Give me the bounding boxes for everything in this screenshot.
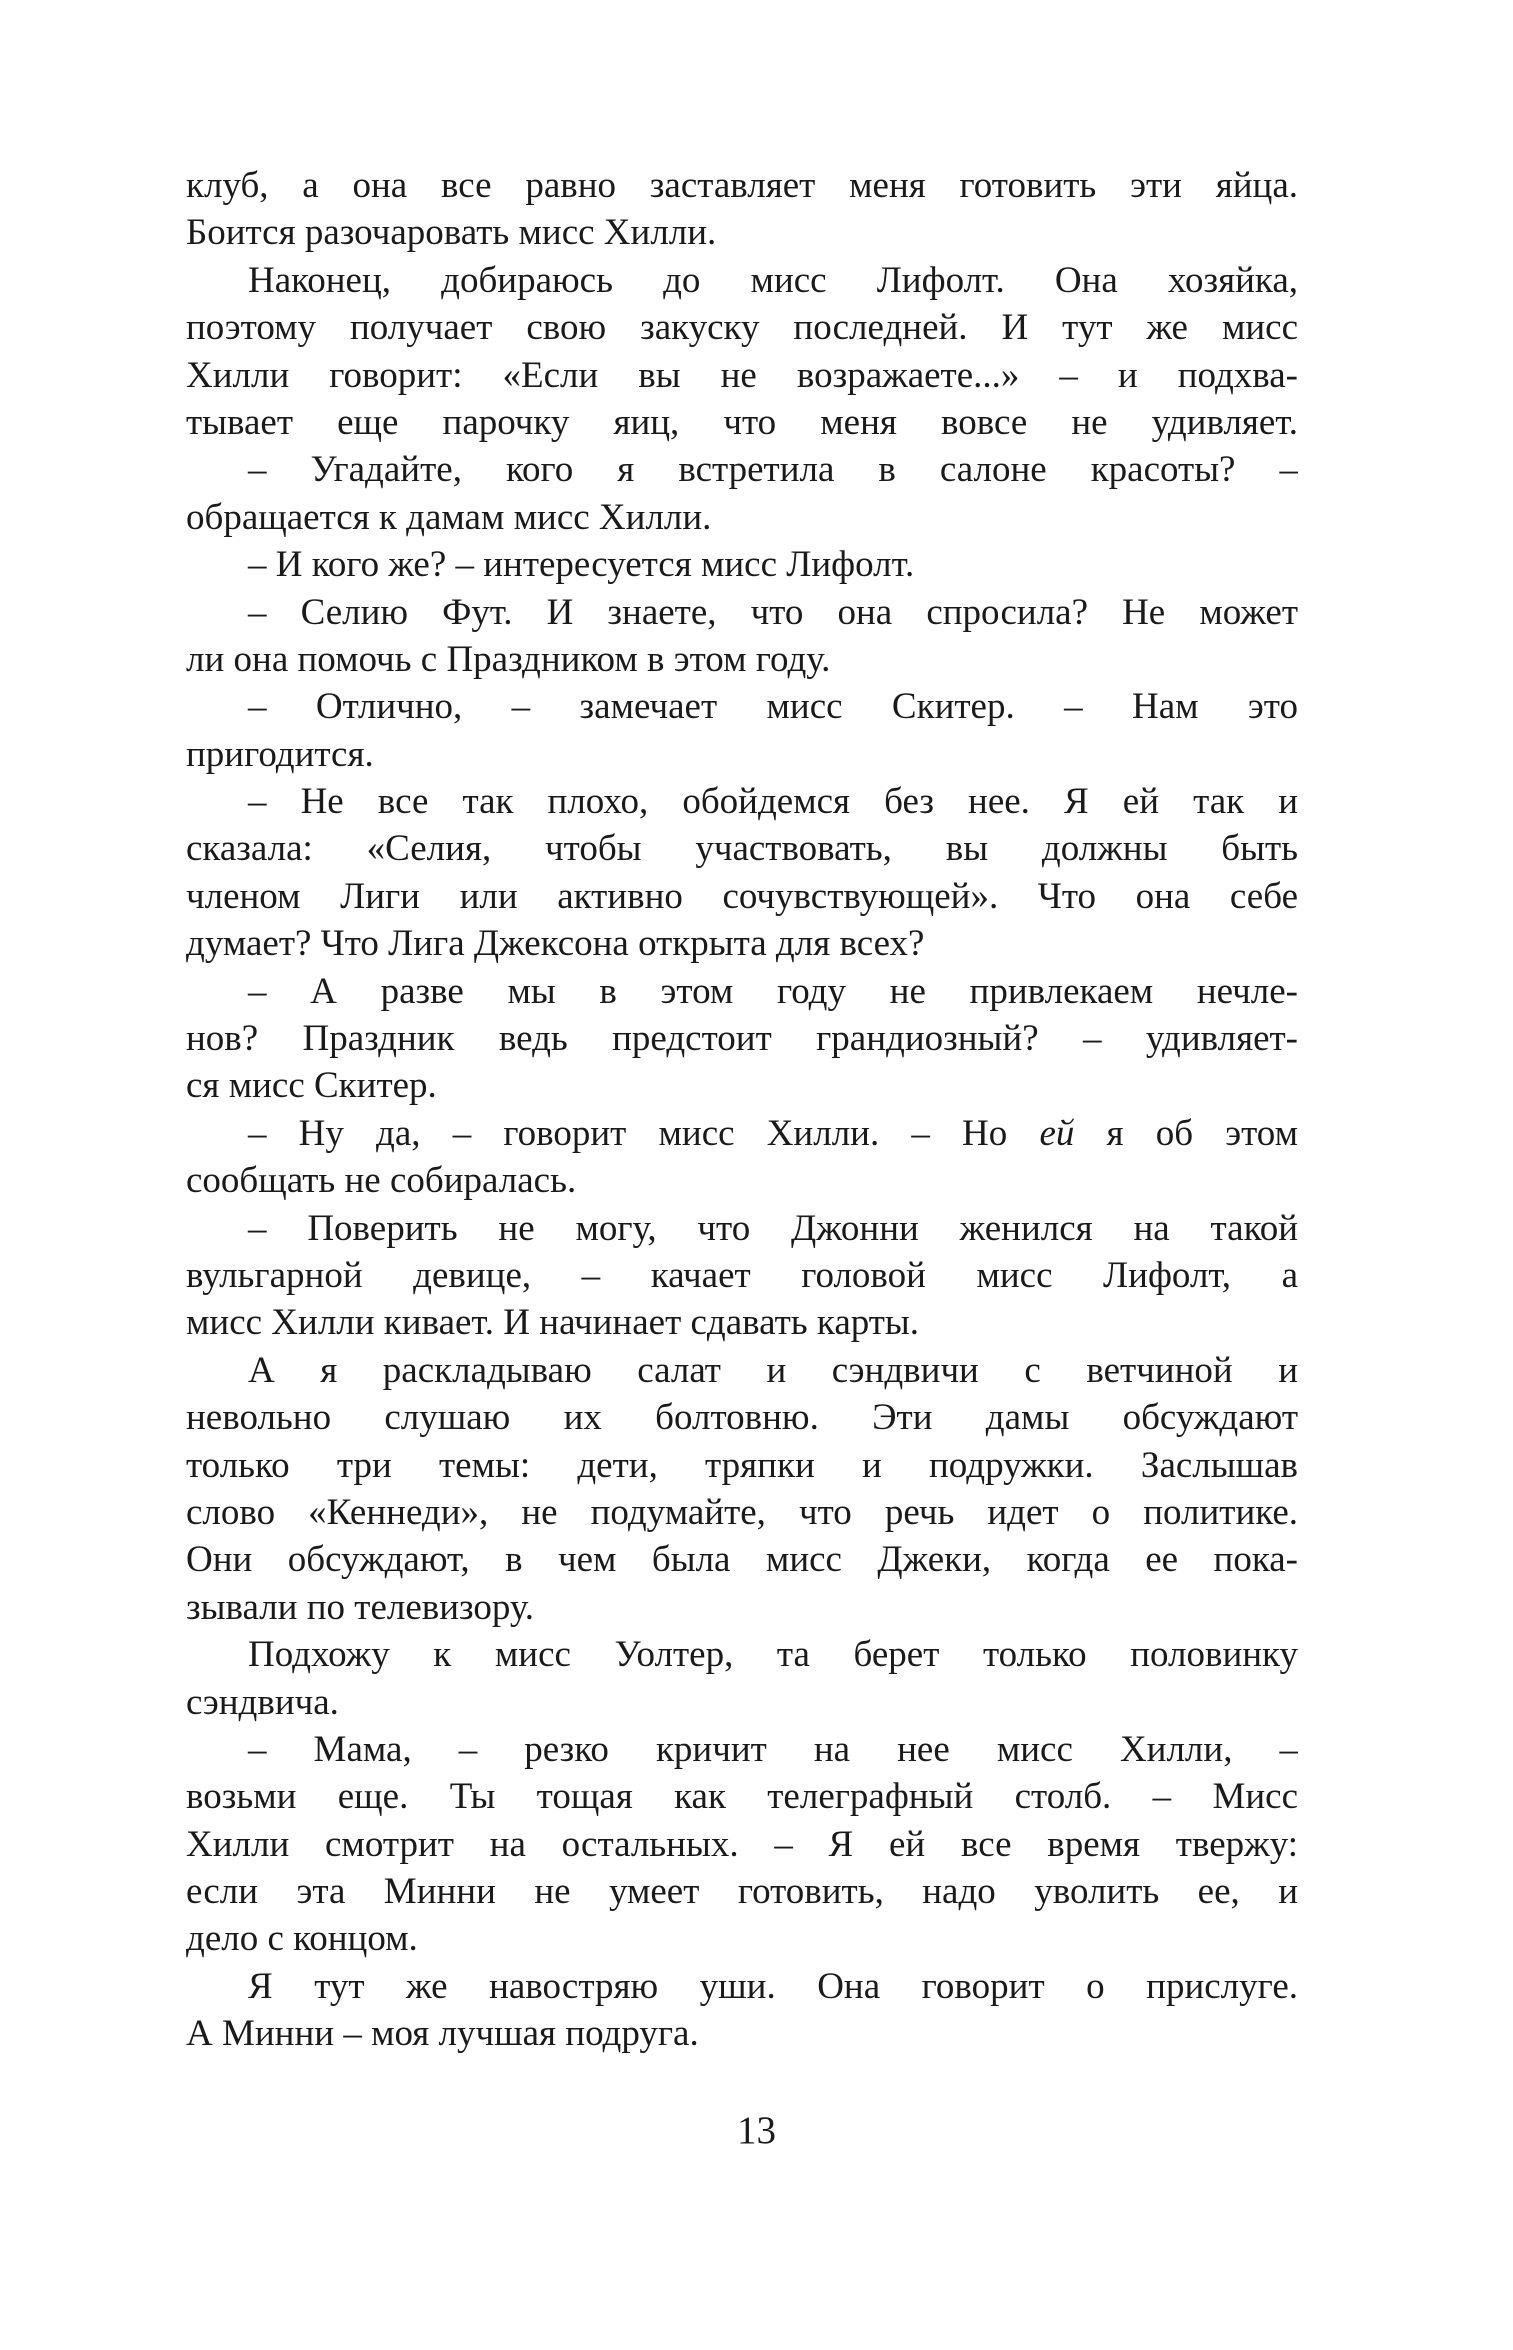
text-line-content: – А разве мы в этом году не привлекаем нечле-: [248, 970, 1298, 1012]
text-line-content: ли она помочь с Праздником в этом году.: [186, 638, 831, 680]
text-line-content: поэтому получает свою закуску последней. И тут же мисс: [186, 307, 1298, 349]
text-line-content: – Селию Фут. И знаете, что она спросила? Не может: [248, 591, 1298, 633]
text-line-content: сэндвича.: [186, 1681, 339, 1723]
text-line: [186, 1157, 1298, 1204]
text-line: [186, 2010, 1298, 2057]
text-line: [186, 1963, 1298, 2010]
text-line-content: ся мисс Скитер.: [186, 1065, 437, 1107]
text-line-content: пригодится.: [186, 733, 374, 775]
text-line-content: Хилли смотрит на остальных. – Я ей все время твержу:: [186, 1823, 1298, 1865]
text-line-content: сказала: «Селия, чтобы участвовать, вы должны быть: [186, 828, 1298, 870]
text-line-content: Подхожу к мисс Уолтер, та берет только половинку: [248, 1634, 1298, 1676]
text-line: [186, 1015, 1298, 1062]
text-line-content: возьми еще. Ты тощая как телеграфный столб. – Мисс: [186, 1776, 1298, 1818]
text-line: [186, 1679, 1298, 1726]
text-line-content: – Угадайте, кого я встретила в салоне красоты? –: [248, 449, 1298, 491]
emphasized-word: ей: [1039, 1112, 1075, 1154]
text-line: [186, 209, 1298, 256]
text-line: [186, 1631, 1298, 1678]
text-line-content: Хилли говорит: «Если вы не возражаете...» – и подхва-: [186, 354, 1298, 396]
text-line-content: тывает еще парочку яиц, что меня вовсе не удивляет.: [186, 401, 1298, 443]
text-line: [186, 304, 1298, 351]
text-line: [186, 1915, 1298, 1962]
text-line: [186, 873, 1298, 920]
text-line: [186, 825, 1298, 872]
text-line-content: сообщать не собиралась.: [186, 1160, 577, 1202]
page-number: 13: [737, 2109, 776, 2152]
text-line: [186, 589, 1298, 636]
text-line: [186, 683, 1298, 730]
text-line: [186, 352, 1298, 399]
text-line-content: мисс Хилли кивает. И начинает сдавать карты.: [186, 1302, 920, 1344]
text-line-content: – Отлично, – замечает мисс Скитер. – Нам это: [248, 686, 1298, 728]
text-line: [186, 541, 1298, 588]
text-line: [186, 968, 1298, 1015]
text-line: [186, 446, 1298, 493]
text-line: [186, 1299, 1298, 1346]
text-line: [186, 1252, 1298, 1299]
text-line-content: вульгарной девице, – качает головой мисс Лифолт, а: [186, 1254, 1298, 1296]
text-line: [186, 1821, 1298, 1868]
text-line: [186, 494, 1298, 541]
text-line: [186, 1442, 1298, 1489]
text-line-content: членом Лиги или активно сочувствующей». Что она себе: [186, 875, 1298, 917]
text-line: [186, 778, 1298, 825]
text-line-content: я об этом: [1074, 1112, 1298, 1154]
text-line-content: зывали по телевизору.: [186, 1586, 534, 1628]
text-line-content: – Мама, – резко кричит на нее мисс Хилли, –: [248, 1728, 1298, 1770]
text-line: [186, 1536, 1298, 1583]
text-line: [186, 1726, 1298, 1773]
text-line-content: – Ну да, – говорит мисс Хилли. – Но: [248, 1112, 1040, 1154]
text-line-content: слово «Кеннеди», не подумайте, что речь идет о политике.: [186, 1491, 1298, 1533]
text-line: [186, 920, 1298, 967]
text-line-content: Боится разочаровать мисс Хилли.: [186, 212, 717, 254]
text-line-content: если эта Минни не умеет готовить, надо уволить ее, и: [186, 1871, 1298, 1913]
text-line-content: нов? Праздник ведь предстоит грандиозный? – удивляет-: [186, 1018, 1298, 1060]
text-line-content: А я раскладываю салат и сэндвичи с ветчиной и: [248, 1349, 1298, 1391]
text-line: [186, 1489, 1298, 1536]
text-line: [186, 1773, 1298, 1820]
text-line-content: Я тут же навостряю уши. Она говорит о прислуге.: [248, 1965, 1298, 2007]
text-line-content: – Не все так плохо, обойдемся без нее. Я ей так и: [248, 781, 1298, 823]
text-line: [186, 1868, 1298, 1915]
text-line-content: только три темы: дети, тряпки и подружки. Заслышав: [186, 1444, 1298, 1486]
text-line: [186, 257, 1298, 304]
text-line: [186, 399, 1298, 446]
text-line-content: – И кого же? – интересуется мисс Лифолт.: [248, 544, 915, 586]
text-line-content: Наконец, добираюсь до мисс Лифолт. Она хозяйка,: [248, 259, 1298, 301]
text-line: [186, 1062, 1298, 1109]
text-line-content: – Поверить не могу, что Джонни женился на такой: [248, 1207, 1298, 1249]
text-line-content: А Минни – моя лучшая подруга.: [186, 2013, 699, 2055]
text-line: [186, 1110, 1298, 1157]
text-line-content: клуб, а она все равно заставляет меня готовить эти яйца.: [186, 165, 1298, 206]
text-line: [186, 1584, 1298, 1631]
text-line: [186, 1205, 1298, 1252]
text-line-content: дело с концом.: [186, 1918, 418, 1960]
text-line: [186, 636, 1298, 683]
text-line-content: Они обсуждают, в чем была мисс Джеки, когда ее пока-: [186, 1539, 1298, 1581]
text-line: [186, 1394, 1298, 1441]
body-text: [186, 162, 1298, 2058]
text-line: [186, 1347, 1298, 1394]
text-line-content: думает? Что Лига Джексона открыта для всех?: [186, 923, 925, 965]
text-line: [186, 731, 1298, 778]
text-line-content: обращается к дамам мисс Хилли.: [186, 496, 712, 538]
text-line: [186, 162, 1298, 209]
text-line-content: невольно слушаю их болтовню. Эти дамы обсуждают: [186, 1397, 1298, 1439]
